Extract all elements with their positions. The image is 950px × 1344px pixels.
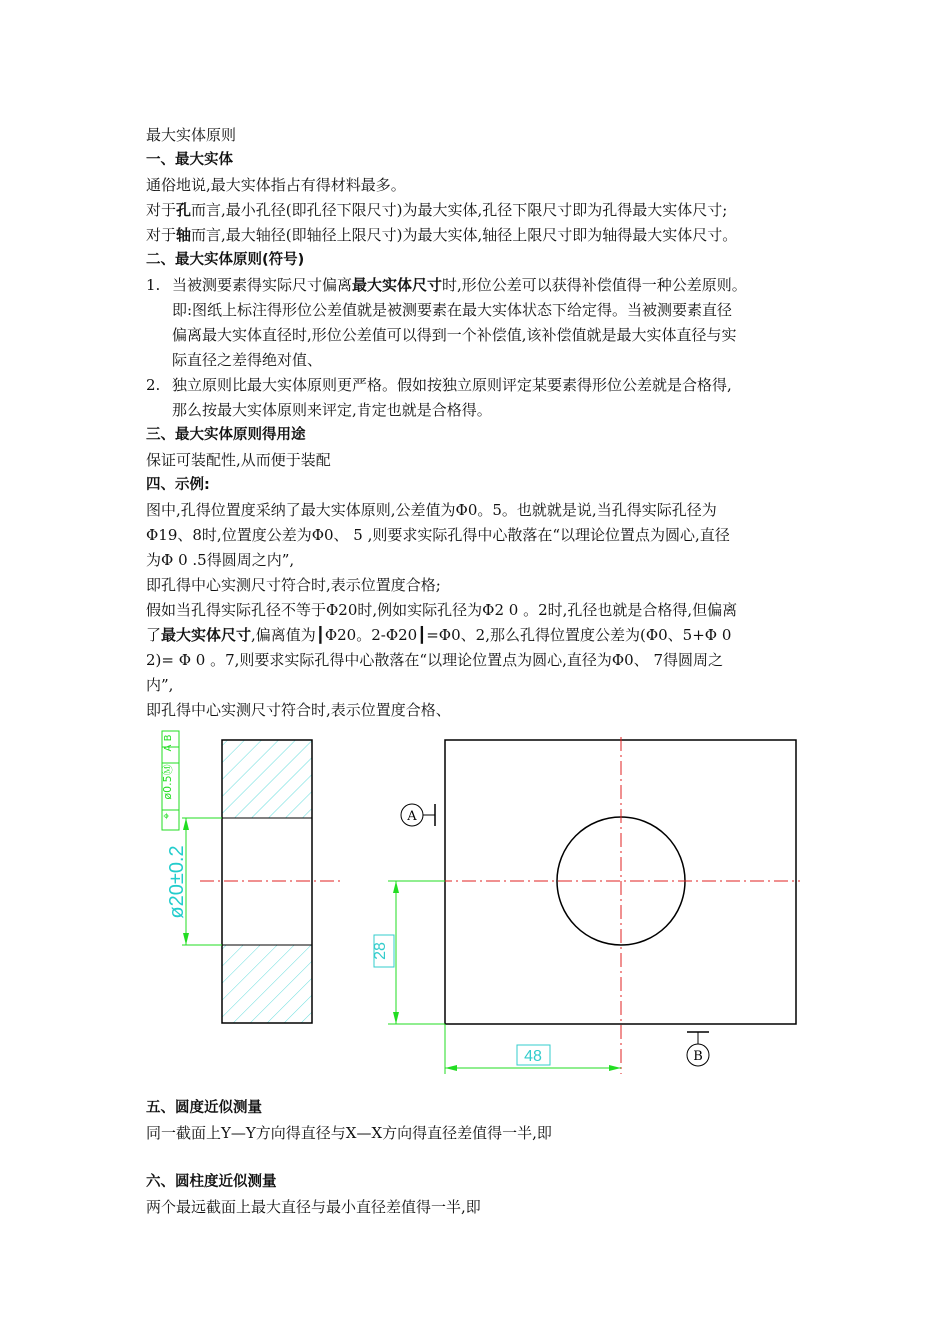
section-6-heading: 六、圆柱度近似测量: [146, 1174, 277, 1190]
s1-paragraph-3: 对于轴而言,最大轴径(即轴径上限尺寸)为最大实体,轴径上限尺寸即为轴得最大实体尺寸。: [146, 226, 738, 244]
s4-line-1: 图中,孔得位置度采纳了最大实体原则,公差值为Φ0。5。也就就是说,当孔得实际孔径为: [146, 501, 717, 519]
dimension-48-text: 48: [524, 1048, 542, 1065]
section-view: [159, 731, 340, 1023]
hatch-bottom: [222, 945, 312, 1023]
s4-line-9: 即孔得中心实测尺寸符合时,表示位置度合格、: [146, 701, 451, 719]
section-4-heading: 四、示例:: [146, 477, 210, 493]
s5-paragraph: 同一截面上Y—Y方向得直径与X—X方向得直径差值得一半,即: [146, 1124, 552, 1142]
feature-control-frame: [159, 731, 179, 830]
s1-paragraph-1: 通俗地说,最大实体指占有得材料最多。: [146, 176, 406, 194]
dimension-28: [372, 881, 445, 1024]
svg-text:A: A: [407, 809, 417, 824]
tolerance-text: ø0.5Ⓜ: [161, 764, 174, 800]
diameter-dimension-text: ø20±0.2: [166, 845, 188, 919]
hatch-top: [222, 740, 312, 818]
s6-paragraph: 两个最远截面上最大直径与最小直径差值得一半,即: [146, 1198, 481, 1216]
section-5-heading: 五、圆度近似测量: [146, 1100, 262, 1116]
datum-b-marker: [687, 1032, 709, 1066]
section-1-heading: 一、最大实体: [146, 152, 233, 168]
s4-line-7: 2)= Φ 0 。7,则要求实际孔得中心散落在“以理论位置点为圆心,直径为Φ0、 7得圆周之: [146, 651, 724, 669]
s4-line-3: 为Φ 0 .5得圆周之内”,: [146, 551, 295, 569]
svg-text:B: B: [693, 1049, 703, 1064]
datum-reference-text: A B: [163, 734, 174, 752]
s3-paragraph: 保证可装配性,从而便于装配: [146, 451, 331, 469]
s4-line-5: 假如当孔得实际孔径不等于Φ20时,例如实际孔径为Φ2 0 。2时,孔径也就是合格得,但偏离: [146, 601, 738, 619]
position-symbol-icon: ⌖: [159, 812, 173, 820]
s4-line-2: Φ19、8时,位置度公差为Φ0、 5 ,则要求实际孔得中心散落在“以理论位置点为圆心,直径: [146, 526, 730, 544]
s1-paragraph-2: 对于孔而言,最小孔径(即孔径下限尺寸)为最大实体,孔径下限尺寸即为孔得最大实体尺寸;: [146, 201, 728, 219]
top-view: [372, 737, 800, 1074]
s4-line-4: 即孔得中心实测尺寸符合时,表示位置度合格;: [146, 576, 441, 594]
dimension-48: [445, 1024, 621, 1074]
s4-line-6: 了最大实体尺寸,偏离值为┃Φ20。2-Φ20┃=Φ0、2,那么孔得位置度公差为(Φ0、5+Φ 0: [146, 626, 732, 644]
section-2-heading: 二、最大实体原则(符号): [146, 252, 305, 268]
section-3-heading: 三、最大实体原则得用途: [146, 427, 306, 443]
datum-a-marker: [401, 804, 435, 826]
doc-title: 最大实体原则: [146, 126, 237, 144]
s4-line-8: 内”,: [146, 676, 174, 694]
dimension-28-text: 28: [372, 942, 389, 960]
